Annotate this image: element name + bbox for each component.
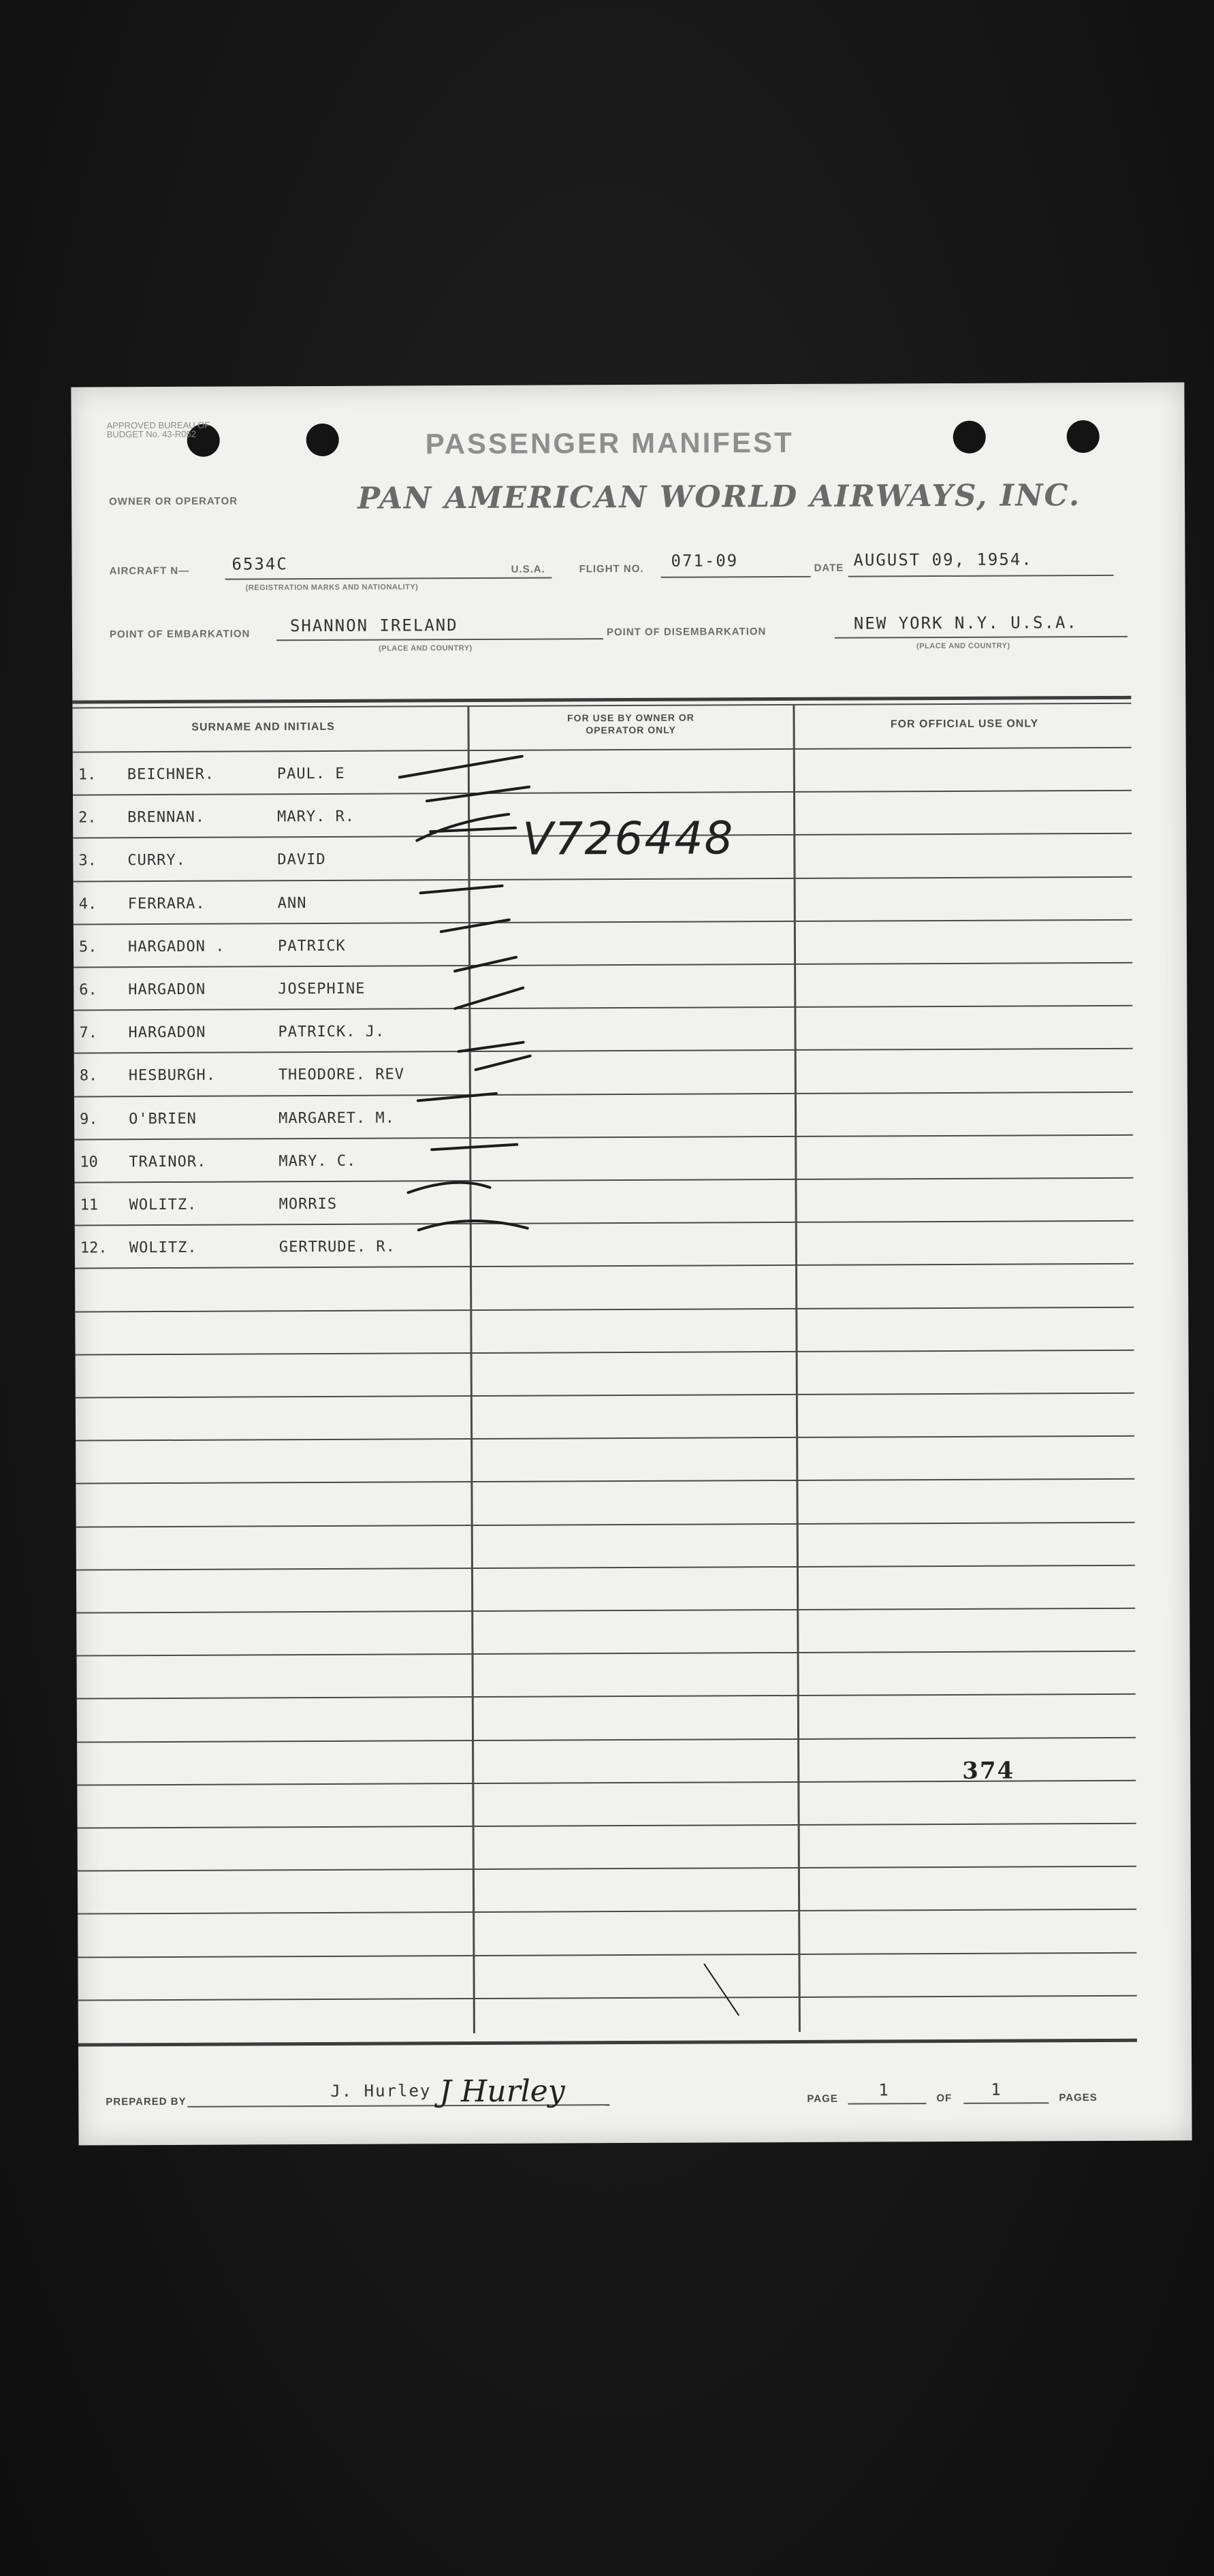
row-initials: MARGARET. M. bbox=[278, 1109, 396, 1128]
row-number: 6. bbox=[79, 981, 97, 999]
row-number: 8. bbox=[79, 1067, 98, 1085]
row-surname: HARGADON bbox=[128, 981, 206, 999]
row-surname: BRENNAN. bbox=[127, 808, 206, 827]
row-number: 10 bbox=[80, 1154, 98, 1171]
check-mark bbox=[441, 920, 509, 932]
row-surname: WOLITZ. bbox=[129, 1196, 197, 1214]
page-value: 1 bbox=[878, 2080, 890, 2100]
row-surname: FERRARA. bbox=[127, 895, 206, 913]
column-header-official: FOR OFFICIAL USE ONLY bbox=[890, 718, 1039, 731]
handwritten-check-marks bbox=[71, 382, 1192, 2145]
registration-note: (REGISTRATION MARKS AND NATIONALITY) bbox=[245, 583, 419, 592]
column-header-owner: FOR USE BY OWNER OR OPERATOR ONLY bbox=[567, 712, 694, 736]
handwritten-owner-note: V726448 bbox=[522, 812, 735, 865]
row-surname: HESBURGH. bbox=[128, 1066, 217, 1085]
row-initials: ANN bbox=[277, 895, 307, 912]
date-label: DATE bbox=[814, 562, 844, 574]
row-number: 7. bbox=[79, 1024, 98, 1042]
check-mark bbox=[421, 886, 502, 893]
aircraft-label: AIRCRAFT N— bbox=[109, 565, 190, 577]
row-initials: DAVID bbox=[277, 850, 326, 869]
row-number: 3. bbox=[78, 852, 97, 870]
embark-label: POINT OF EMBARKATION bbox=[109, 628, 251, 641]
row-initials: PATRICK. J. bbox=[278, 1023, 385, 1041]
row-initials: MORRIS bbox=[278, 1195, 338, 1213]
check-mark bbox=[400, 757, 522, 778]
row-number: 5. bbox=[78, 938, 97, 956]
disembark-label: POINT OF DISEMBARKATION bbox=[606, 626, 767, 639]
usa-label: U.S.A. bbox=[511, 563, 545, 575]
check-mark bbox=[455, 957, 516, 971]
page-title: PASSENGER MANIFEST bbox=[425, 426, 794, 460]
flight-label: FLIGHT NO. bbox=[579, 562, 644, 575]
row-initials: PAUL. E bbox=[276, 765, 345, 783]
check-mark bbox=[432, 1145, 517, 1150]
row-number: 1. bbox=[78, 766, 97, 784]
row-initials: PATRICK bbox=[277, 937, 346, 955]
owner-value: PAN AMERICAN WORLD AIRWAYS, INC. bbox=[357, 478, 1081, 516]
embark-value: SHANNON IRELAND bbox=[289, 616, 458, 636]
of-label: OF bbox=[936, 2092, 953, 2105]
check-mark bbox=[417, 814, 515, 841]
row-number: 4. bbox=[78, 895, 97, 913]
place-country-note: (PLACE AND COUNTRY) bbox=[379, 644, 473, 653]
check-mark bbox=[455, 988, 523, 1008]
check-mark bbox=[418, 1094, 496, 1101]
check-mark bbox=[408, 1182, 490, 1192]
date-value: AUGUST 09, 1954. bbox=[853, 550, 1033, 570]
row-number: 2. bbox=[78, 809, 97, 827]
column-header-surname: SURNAME AND INITIALS bbox=[191, 720, 335, 733]
row-number: 11 bbox=[80, 1196, 99, 1214]
row-number: 12. bbox=[80, 1239, 108, 1257]
row-surname: O'BRIEN bbox=[129, 1110, 197, 1128]
check-mark bbox=[427, 787, 529, 801]
prepared-label: PREPARED BY bbox=[106, 2095, 187, 2108]
row-initials: GERTRUDE. R. bbox=[278, 1238, 396, 1256]
row-initials: MARY. R. bbox=[277, 808, 355, 826]
check-mark bbox=[459, 1043, 530, 1070]
disembark-value: NEW YORK N.Y. U.S.A. bbox=[853, 613, 1078, 633]
approved-stamp: APPROVED BUREAU OF BUDGET No. 43-R052 bbox=[106, 419, 210, 440]
of-value: 1 bbox=[991, 2080, 1002, 2099]
pages-label: PAGES bbox=[1059, 2092, 1098, 2104]
owner-label: OWNER OR OPERATOR bbox=[109, 495, 238, 508]
stray-mark bbox=[704, 1964, 738, 2015]
row-initials: THEODORE. REV bbox=[278, 1066, 405, 1084]
signature: J Hurley bbox=[439, 2073, 565, 2110]
prepared-value: J. Hurley bbox=[330, 2081, 432, 2101]
row-surname: BEICHNER. bbox=[127, 765, 215, 784]
aircraft-value: 6534C bbox=[231, 554, 288, 574]
place-country-note: (PLACE AND COUNTRY) bbox=[916, 641, 1010, 651]
row-surname: HARGADON . bbox=[127, 938, 225, 956]
row-initials: MARY. C. bbox=[278, 1152, 357, 1171]
row-surname: WOLITZ. bbox=[129, 1239, 197, 1257]
row-surname: TRAINOR. bbox=[129, 1153, 207, 1171]
row-surname: CURRY. bbox=[127, 851, 186, 870]
manifest-sheet bbox=[71, 382, 1192, 2145]
row-number: 9. bbox=[80, 1111, 98, 1128]
flight-value: 071-09 bbox=[671, 551, 739, 571]
page-label: PAGE bbox=[807, 2093, 838, 2105]
check-mark bbox=[419, 1221, 528, 1230]
row-surname: HARGADON bbox=[128, 1023, 206, 1042]
row-initials: JOSEPHINE bbox=[278, 980, 366, 998]
official-number: 374 bbox=[962, 1757, 1015, 1785]
